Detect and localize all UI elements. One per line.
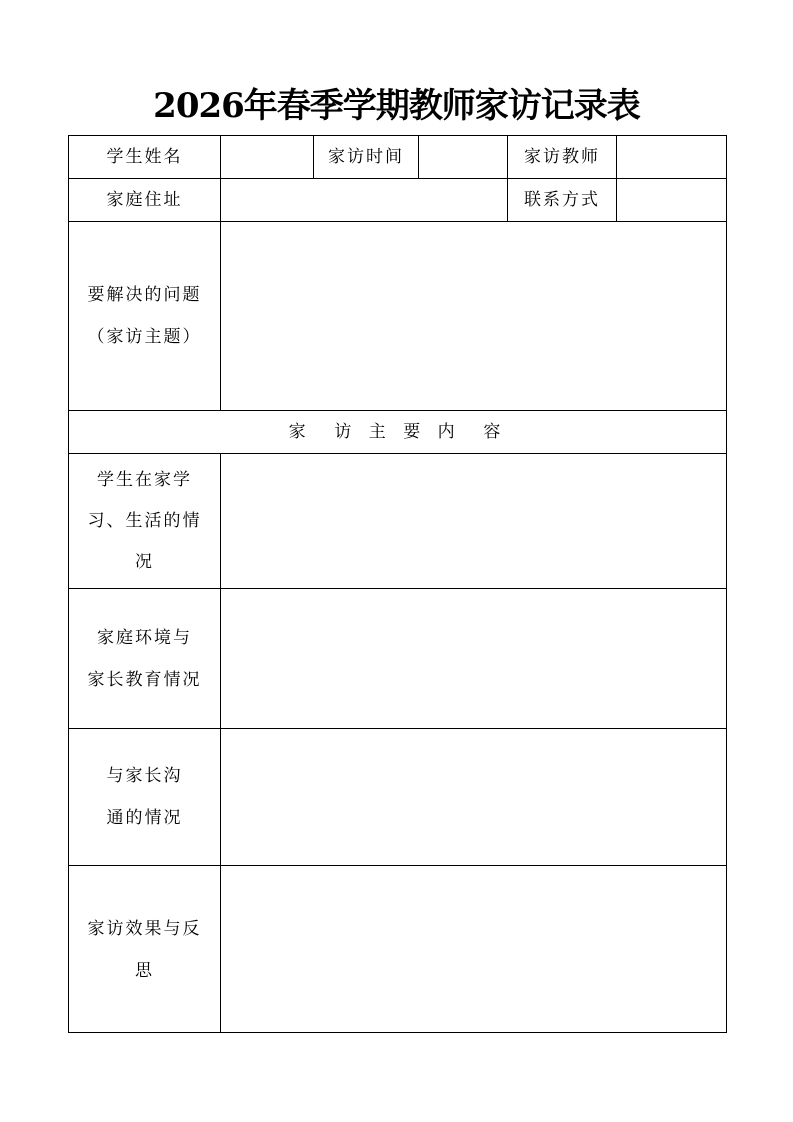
info-row-1 bbox=[69, 136, 727, 179]
contact-field[interactable] bbox=[617, 179, 727, 222]
study-life-label bbox=[69, 454, 221, 589]
address-field[interactable] bbox=[221, 179, 508, 222]
family-environment-label bbox=[69, 589, 221, 729]
problem-field[interactable] bbox=[221, 222, 727, 411]
content-row-family-environment bbox=[69, 589, 727, 729]
family-environment-label-line-1: 家庭环境与 bbox=[97, 627, 192, 648]
study-life-label-line-1: 学生在家学 bbox=[97, 470, 192, 490]
family-environment-field[interactable] bbox=[221, 589, 727, 729]
section-heading-text: 家 访 主 要 内 容 bbox=[288, 422, 507, 442]
study-life-field[interactable] bbox=[221, 454, 727, 589]
visit-teacher-field[interactable] bbox=[617, 136, 727, 179]
problem-label-line-2: （家访主题） bbox=[87, 327, 202, 347]
visit-reflection-field[interactable] bbox=[221, 866, 727, 1033]
section-heading bbox=[69, 411, 727, 454]
student-name-field[interactable] bbox=[221, 136, 314, 179]
parent-communication-label bbox=[69, 729, 221, 866]
content-row-visit-reflection bbox=[69, 866, 727, 1033]
visit-reflection-label-line-2: 思 bbox=[135, 961, 154, 981]
address-label: 家庭住址 bbox=[69, 179, 221, 222]
parent-communication-label-line-1: 与家长沟 bbox=[106, 766, 183, 786]
problem-label bbox=[69, 222, 221, 411]
page-title: 2026年春季学期教师家访记录表 bbox=[153, 86, 640, 126]
problem-row bbox=[69, 222, 727, 411]
contact-label: 联系方式 bbox=[508, 179, 617, 222]
family-environment-label-line-2: 家长教育情况 bbox=[87, 669, 202, 690]
parent-communication-label-line-2: 通的情况 bbox=[106, 808, 183, 828]
home-visit-record-table bbox=[68, 135, 727, 1033]
parent-communication-field[interactable] bbox=[221, 729, 727, 866]
visit-reflection-label bbox=[69, 866, 221, 1033]
visit-time-field[interactable] bbox=[419, 136, 508, 179]
info-row-2 bbox=[69, 179, 727, 222]
visit-time-label: 家访时间 bbox=[314, 136, 419, 179]
problem-label-line-1: 要解决的问题 bbox=[87, 285, 202, 305]
study-life-label-line-2: 习、生活的情况 bbox=[87, 511, 202, 572]
section-heading-row bbox=[69, 411, 727, 454]
visit-teacher-label: 家访教师 bbox=[508, 136, 617, 179]
visit-reflection-label-line-1: 家访效果与反 bbox=[87, 919, 202, 939]
content-row-parent-communication bbox=[69, 729, 727, 866]
student-name-label: 学生姓名 bbox=[69, 136, 221, 179]
content-row-study-life bbox=[69, 454, 727, 589]
